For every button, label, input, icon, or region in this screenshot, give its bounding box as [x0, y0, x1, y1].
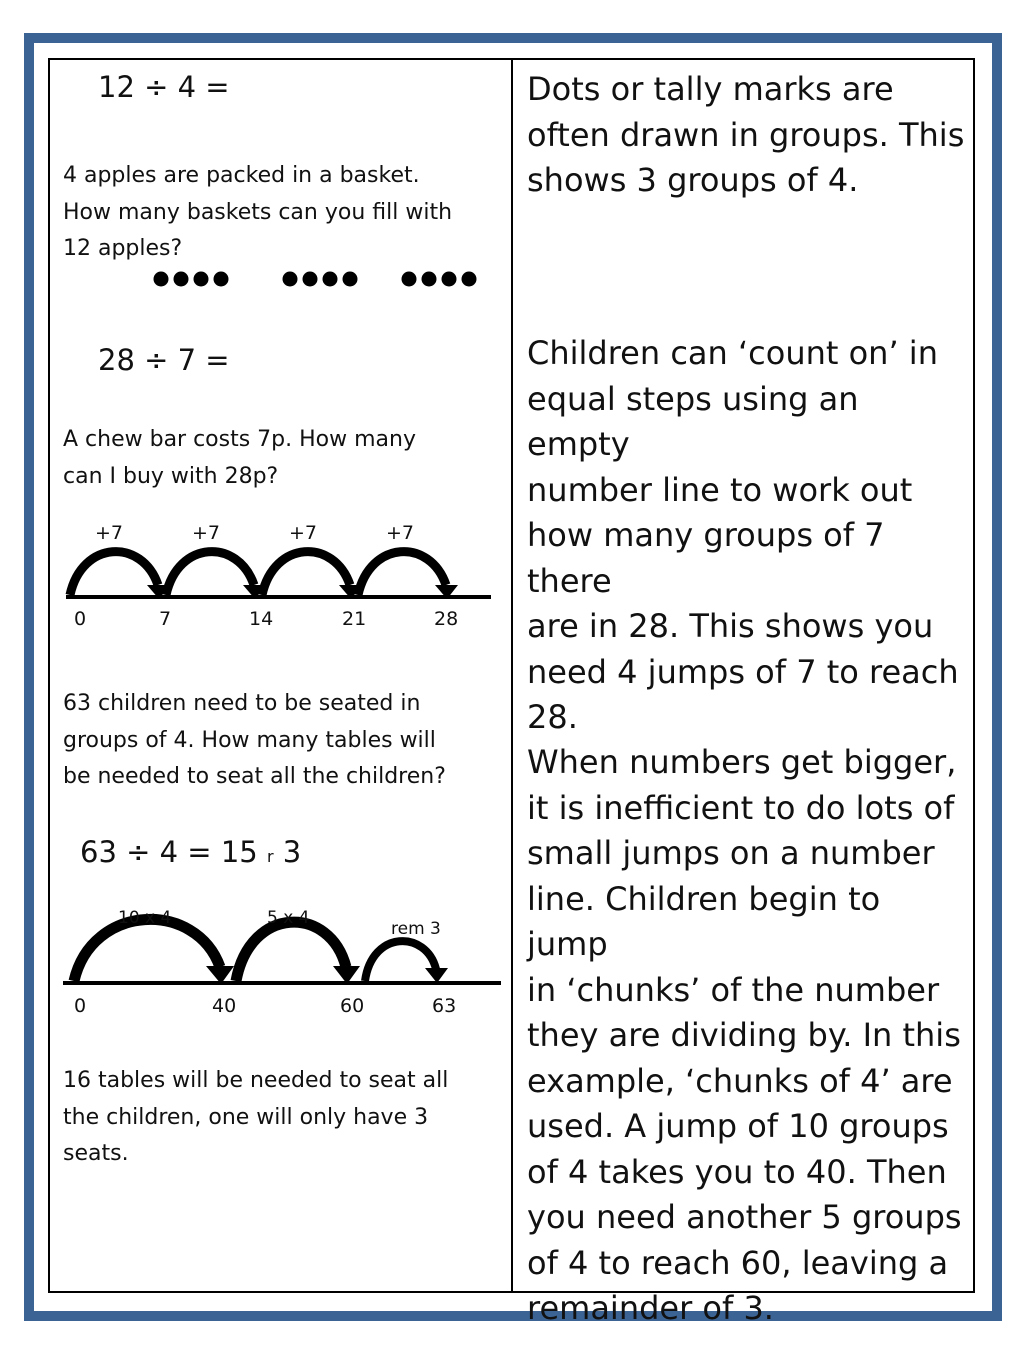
answer-tables	[63, 1063, 448, 1173]
remainder-r: r	[266, 847, 274, 866]
jump-label: +7	[192, 522, 221, 544]
jump-label: +7	[95, 522, 124, 544]
answer-tables-line: 16 tables will be needed to seat all	[63, 1068, 449, 1093]
problem-apples-line: 12 apples?	[63, 236, 183, 261]
explanation-line: equal steps using an empty	[527, 379, 859, 463]
jump-label: +7	[289, 522, 318, 544]
jump-arc-5x4	[236, 922, 360, 984]
problem-chew-bar-line: can I buy with 28p?	[63, 463, 279, 489]
explanation-line: of 4 takes you to 40. Then	[527, 1152, 947, 1191]
explanation-line: When numbers get bigger,	[527, 743, 957, 781]
explanation-line: need 4 jumps of 7 to reach	[527, 652, 959, 691]
jump-label: +7	[386, 522, 415, 544]
tick-label: 40	[212, 995, 237, 1017]
explanation-line: Children can ‘count on’ in	[527, 334, 938, 372]
explanation-count-on	[527, 331, 967, 741]
explanation-line: it is inefficient to do lots of	[527, 788, 955, 827]
explanation-line: number line to work out	[527, 470, 913, 509]
equation-28-div-7: 28 ÷ 7 =	[98, 343, 230, 377]
tick-label: 0	[74, 995, 87, 1017]
equation-12-div-4: 12 ÷ 4 =	[98, 70, 230, 104]
jump-label: rem 3	[391, 919, 441, 939]
explanation-line: used. A jump of 10 groups	[527, 1107, 949, 1145]
tick-label: 0	[74, 608, 87, 630]
explanation-line: example, ‘chunks of 4’ are	[527, 1061, 953, 1100]
tick-label: 14	[249, 608, 274, 630]
tick-label: 21	[342, 608, 367, 630]
tick-label: 60	[340, 995, 365, 1017]
explanation-line: of 4 to reach 60, leaving a	[527, 1243, 949, 1282]
tick-label: 7	[159, 608, 172, 630]
problem-tables-line: be needed to seat all the children?	[63, 764, 446, 789]
tick-label: 63	[432, 995, 457, 1017]
explanation-line: in ‘chunks’ of the number	[527, 970, 940, 1009]
explanation-line: small jumps on a number	[527, 834, 935, 872]
jump-arc-rem3	[365, 941, 448, 983]
answer-tables-line: the children, one will only have 3	[63, 1104, 429, 1130]
explanation-line: how many groups of 7 there	[527, 516, 885, 600]
explanation-dots	[527, 67, 967, 204]
jump-label: 5 x 4	[267, 908, 310, 928]
remainder-value: 3	[282, 835, 302, 869]
answer-tables-line: seats.	[63, 1141, 129, 1166]
explanation-line: they are dividing by. In this	[527, 1016, 961, 1054]
explanation-line: are in 28. This shows you	[527, 607, 934, 645]
problem-chew-bar-line: A chew bar costs 7p. How many	[63, 427, 416, 452]
explanation-line: 28.	[527, 698, 578, 736]
explanation-line: remainder of 3.	[527, 1289, 774, 1327]
explanation-line: shows 3 groups of 4.	[527, 161, 859, 199]
problem-tables-line: groups of 4. How many tables will	[63, 727, 436, 753]
explanation-line: you need another 5 groups	[527, 1198, 962, 1236]
explanation-line: Dots or tally marks are	[527, 70, 894, 108]
problem-apples-line: How many baskets can you fill with	[63, 199, 453, 225]
tick-label: 28	[434, 608, 459, 630]
jump-arc-10x4	[74, 919, 234, 984]
explanation-line: often drawn in groups. This	[527, 115, 965, 154]
explanation-chunking	[527, 740, 967, 1332]
problem-tables-line: 63 children need to be seated in	[63, 691, 421, 716]
problem-apples-line: 4 apples are packed in a basket.	[63, 163, 420, 188]
explanation-line: line. Children begin to jump	[527, 879, 881, 963]
equation-main: 63 ÷ 4 = 15	[80, 835, 258, 869]
jump-label: 10 x 4	[118, 908, 172, 928]
